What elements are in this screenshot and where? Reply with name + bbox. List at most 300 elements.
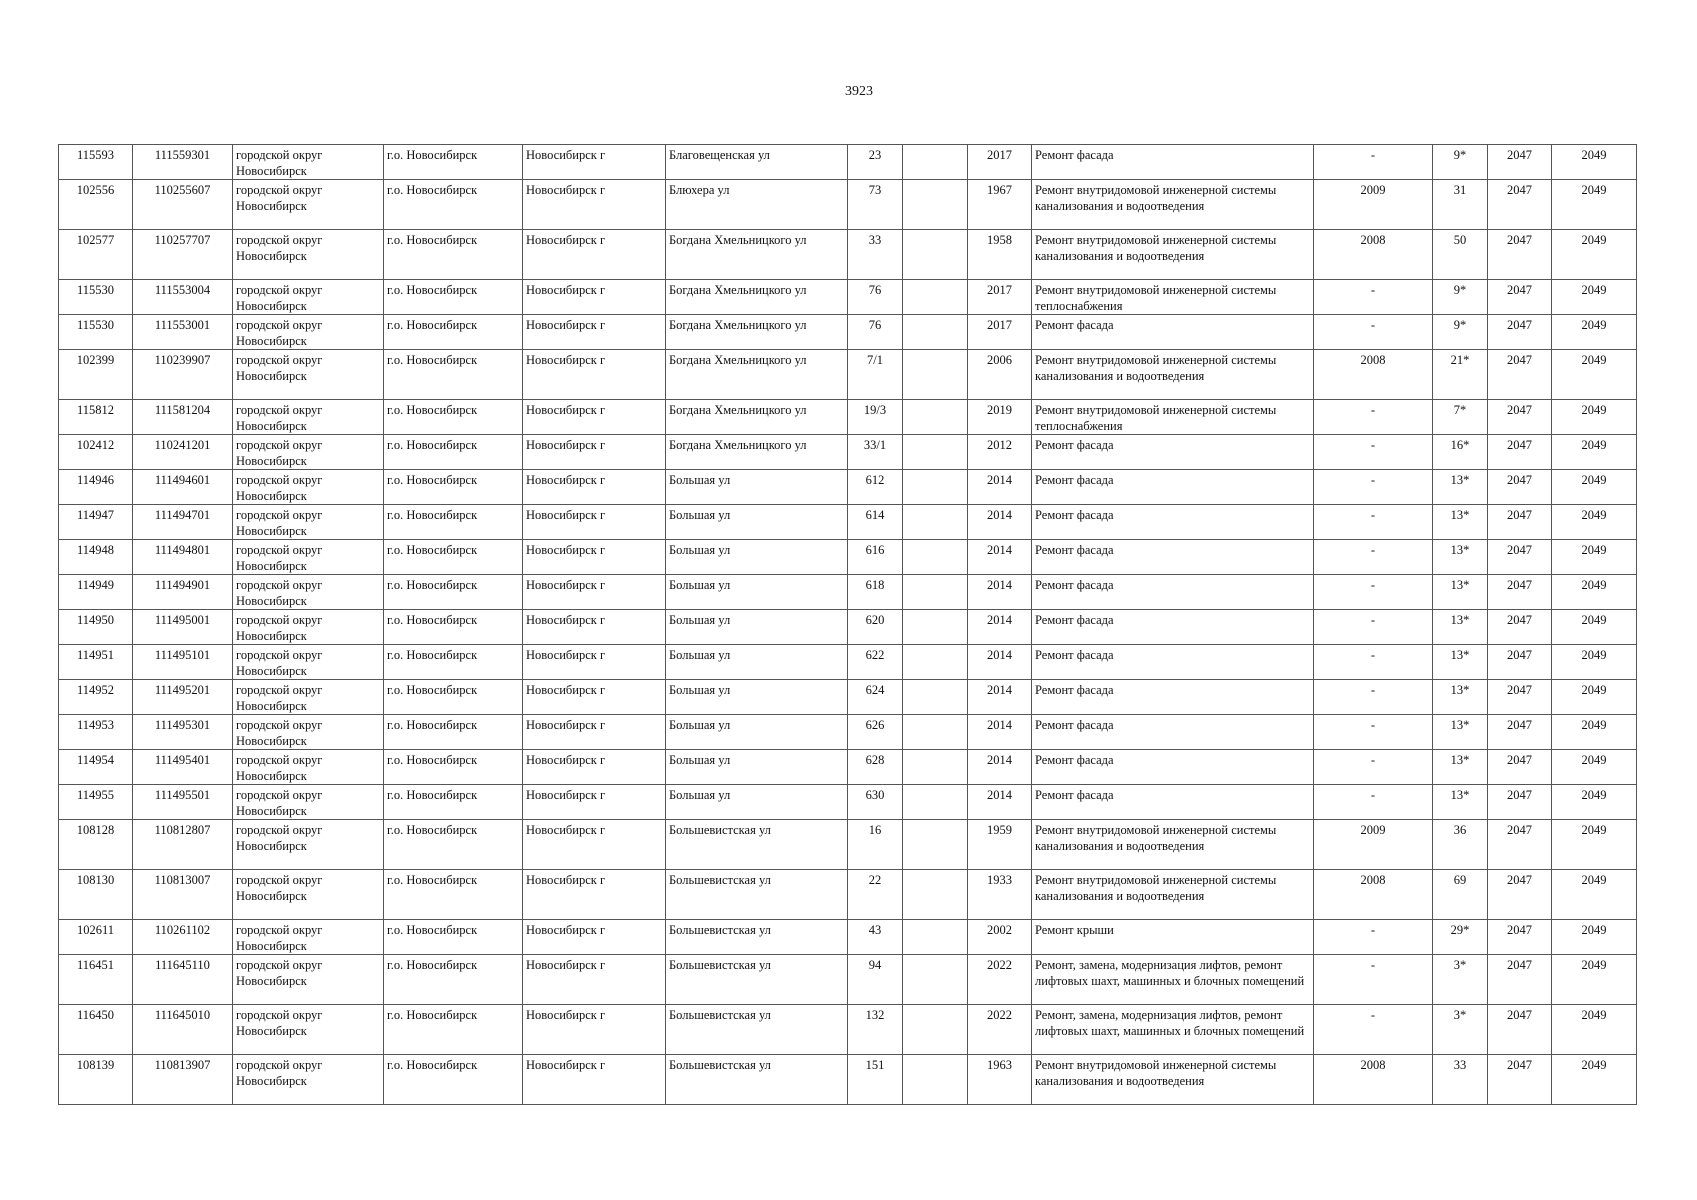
period-end-cell: 2049 [1552, 750, 1637, 785]
work-type-cell: Ремонт, замена, модернизация лифтов, ремонт лифтовых шахт, машинных и блочных помещений [1032, 955, 1314, 1005]
period-end-cell: 2049 [1552, 435, 1637, 470]
municipal-subdivision-cell: г.о. Новосибирск [384, 955, 523, 1005]
table-row [59, 180, 1637, 230]
municipal-area-cell: городской округ Новосибирск [233, 350, 384, 400]
municipal-area-cell: городской округ Новосибирск [233, 230, 384, 280]
blank-cell-cell [903, 715, 968, 750]
house-number-cell: 628 [848, 750, 903, 785]
last-repair-year-cell: - [1314, 505, 1433, 540]
municipal-area-cell: городской округ Новосибирск [233, 610, 384, 645]
settlement-cell: Новосибирск г [523, 955, 666, 1005]
blank-cell-cell [903, 230, 968, 280]
table-row [59, 1055, 1637, 1105]
service-term-cell: 13* [1433, 680, 1488, 715]
commissioning-year-cell: 2014 [968, 680, 1032, 715]
last-repair-year-cell: - [1314, 575, 1433, 610]
registry-body [59, 145, 1637, 1105]
house-id-cell: 102556 [59, 180, 133, 230]
blank-cell-cell [903, 870, 968, 920]
commissioning-year-cell: 2014 [968, 785, 1032, 820]
period-start-cell: 2047 [1488, 1055, 1552, 1105]
program-code-cell: 110239907 [133, 350, 233, 400]
settlement-cell: Новосибирск г [523, 350, 666, 400]
table-row [59, 715, 1637, 750]
municipal-subdivision-cell: г.о. Новосибирск [384, 315, 523, 350]
commissioning-year-cell: 1959 [968, 820, 1032, 870]
work-type-cell: Ремонт внутридомовой инженерной системы канализования и водоотведения [1032, 820, 1314, 870]
settlement-cell: Новосибирск г [523, 315, 666, 350]
street-cell: Большая ул [666, 715, 848, 750]
street-cell: Богдана Хмельницкого ул [666, 435, 848, 470]
house-number-cell: 33 [848, 230, 903, 280]
house-number-cell: 22 [848, 870, 903, 920]
last-repair-year-cell: - [1314, 715, 1433, 750]
street-cell: Большевистская ул [666, 1005, 848, 1055]
commissioning-year-cell: 2014 [968, 540, 1032, 575]
last-repair-year-cell: - [1314, 400, 1433, 435]
municipal-area-cell: городской округ Новосибирск [233, 575, 384, 610]
period-end-cell: 2049 [1552, 870, 1637, 920]
service-term-cell: 31 [1433, 180, 1488, 230]
municipal-area-cell: городской округ Новосибирск [233, 315, 384, 350]
period-start-cell: 2047 [1488, 715, 1552, 750]
settlement-cell: Новосибирск г [523, 145, 666, 180]
house-id-cell: 114949 [59, 575, 133, 610]
service-term-cell: 13* [1433, 540, 1488, 575]
last-repair-year-cell: 2009 [1314, 180, 1433, 230]
blank-cell-cell [903, 315, 968, 350]
period-end-cell: 2049 [1552, 315, 1637, 350]
house-number-cell: 19/3 [848, 400, 903, 435]
work-type-cell: Ремонт фасада [1032, 750, 1314, 785]
last-repair-year-cell: 2009 [1314, 820, 1433, 870]
blank-cell-cell [903, 610, 968, 645]
settlement-cell: Новосибирск г [523, 470, 666, 505]
house-number-cell: 614 [848, 505, 903, 540]
municipal-area-cell: городской округ Новосибирск [233, 400, 384, 435]
house-number-cell: 624 [848, 680, 903, 715]
work-type-cell: Ремонт фасада [1032, 145, 1314, 180]
service-term-cell: 13* [1433, 575, 1488, 610]
service-term-cell: 69 [1433, 870, 1488, 920]
municipal-subdivision-cell: г.о. Новосибирск [384, 820, 523, 870]
last-repair-year-cell: - [1314, 785, 1433, 820]
house-number-cell: 7/1 [848, 350, 903, 400]
work-type-cell: Ремонт, замена, модернизация лифтов, ремонт лифтовых шахт, машинных и блочных помещений [1032, 1005, 1314, 1055]
blank-cell-cell [903, 920, 968, 955]
house-number-cell: 132 [848, 1005, 903, 1055]
commissioning-year-cell: 1967 [968, 180, 1032, 230]
program-code-cell: 111559301 [133, 145, 233, 180]
settlement-cell: Новосибирск г [523, 1055, 666, 1105]
commissioning-year-cell: 2014 [968, 750, 1032, 785]
house-id-cell: 115530 [59, 280, 133, 315]
commissioning-year-cell: 2012 [968, 435, 1032, 470]
program-code-cell: 111553001 [133, 315, 233, 350]
commissioning-year-cell: 2014 [968, 715, 1032, 750]
period-start-cell: 2047 [1488, 680, 1552, 715]
municipal-subdivision-cell: г.о. Новосибирск [384, 230, 523, 280]
blank-cell-cell [903, 785, 968, 820]
last-repair-year-cell: - [1314, 1005, 1433, 1055]
period-start-cell: 2047 [1488, 315, 1552, 350]
house-id-cell: 114955 [59, 785, 133, 820]
work-type-cell: Ремонт фасада [1032, 540, 1314, 575]
table-row [59, 505, 1637, 540]
municipal-subdivision-cell: г.о. Новосибирск [384, 350, 523, 400]
period-end-cell: 2049 [1552, 955, 1637, 1005]
house-number-cell: 76 [848, 280, 903, 315]
house-number-cell: 618 [848, 575, 903, 610]
work-type-cell: Ремонт фасада [1032, 470, 1314, 505]
service-term-cell: 13* [1433, 610, 1488, 645]
period-end-cell: 2049 [1552, 540, 1637, 575]
table-row [59, 435, 1637, 470]
house-id-cell: 114948 [59, 540, 133, 575]
municipal-subdivision-cell: г.о. Новосибирск [384, 180, 523, 230]
last-repair-year-cell: - [1314, 315, 1433, 350]
house-number-cell: 43 [848, 920, 903, 955]
house-id-cell: 114951 [59, 645, 133, 680]
period-start-cell: 2047 [1488, 785, 1552, 820]
program-code-cell: 111495501 [133, 785, 233, 820]
period-start-cell: 2047 [1488, 350, 1552, 400]
table-row [59, 680, 1637, 715]
house-number-cell: 622 [848, 645, 903, 680]
last-repair-year-cell: - [1314, 645, 1433, 680]
work-type-cell: Ремонт фасада [1032, 575, 1314, 610]
blank-cell-cell [903, 1005, 968, 1055]
street-cell: Большевистская ул [666, 1055, 848, 1105]
program-code-cell: 111495001 [133, 610, 233, 645]
last-repair-year-cell: 2008 [1314, 350, 1433, 400]
work-type-cell: Ремонт фасада [1032, 715, 1314, 750]
commissioning-year-cell: 2002 [968, 920, 1032, 955]
commissioning-year-cell: 2017 [968, 315, 1032, 350]
period-end-cell: 2049 [1552, 680, 1637, 715]
house-number-cell: 16 [848, 820, 903, 870]
last-repair-year-cell: - [1314, 680, 1433, 715]
period-start-cell: 2047 [1488, 180, 1552, 230]
street-cell: Богдана Хмельницкого ул [666, 230, 848, 280]
program-code-cell: 110241201 [133, 435, 233, 470]
municipal-subdivision-cell: г.о. Новосибирск [384, 1005, 523, 1055]
municipal-area-cell: городской округ Новосибирск [233, 505, 384, 540]
house-id-cell: 116450 [59, 1005, 133, 1055]
municipal-area-cell: городской округ Новосибирск [233, 955, 384, 1005]
program-code-cell: 111494601 [133, 470, 233, 505]
street-cell: Большая ул [666, 470, 848, 505]
house-id-cell: 114954 [59, 750, 133, 785]
street-cell: Большевистская ул [666, 955, 848, 1005]
house-number-cell: 616 [848, 540, 903, 575]
program-code-cell: 110257707 [133, 230, 233, 280]
commissioning-year-cell: 2019 [968, 400, 1032, 435]
municipal-area-cell: городской округ Новосибирск [233, 435, 384, 470]
settlement-cell: Новосибирск г [523, 280, 666, 315]
service-term-cell: 13* [1433, 645, 1488, 680]
blank-cell-cell [903, 540, 968, 575]
municipal-area-cell: городской округ Новосибирск [233, 280, 384, 315]
street-cell: Большевистская ул [666, 870, 848, 920]
municipal-subdivision-cell: г.о. Новосибирск [384, 540, 523, 575]
commissioning-year-cell: 2022 [968, 1005, 1032, 1055]
service-term-cell: 33 [1433, 1055, 1488, 1105]
settlement-cell: Новосибирск г [523, 715, 666, 750]
municipal-area-cell: городской округ Новосибирск [233, 785, 384, 820]
work-type-cell: Ремонт крыши [1032, 920, 1314, 955]
settlement-cell: Новосибирск г [523, 230, 666, 280]
settlement-cell: Новосибирск г [523, 1005, 666, 1055]
house-number-cell: 23 [848, 145, 903, 180]
blank-cell-cell [903, 400, 968, 435]
municipal-area-cell: городской округ Новосибирск [233, 180, 384, 230]
blank-cell-cell [903, 955, 968, 1005]
table-row [59, 230, 1637, 280]
last-repair-year-cell: - [1314, 470, 1433, 505]
blank-cell-cell [903, 145, 968, 180]
blank-cell-cell [903, 750, 968, 785]
service-term-cell: 9* [1433, 145, 1488, 180]
commissioning-year-cell: 2017 [968, 280, 1032, 315]
table-row [59, 280, 1637, 315]
house-id-cell: 102412 [59, 435, 133, 470]
house-number-cell: 33/1 [848, 435, 903, 470]
service-term-cell: 3* [1433, 1005, 1488, 1055]
house-id-cell: 115812 [59, 400, 133, 435]
municipal-area-cell: городской округ Новосибирск [233, 870, 384, 920]
service-term-cell: 50 [1433, 230, 1488, 280]
period-end-cell: 2049 [1552, 1055, 1637, 1105]
program-code-cell: 111494701 [133, 505, 233, 540]
period-start-cell: 2047 [1488, 870, 1552, 920]
period-end-cell: 2049 [1552, 820, 1637, 870]
work-type-cell: Ремонт фасада [1032, 645, 1314, 680]
settlement-cell: Новосибирск г [523, 645, 666, 680]
commissioning-year-cell: 2017 [968, 145, 1032, 180]
street-cell: Большая ул [666, 680, 848, 715]
work-type-cell: Ремонт фасада [1032, 315, 1314, 350]
commissioning-year-cell: 2014 [968, 575, 1032, 610]
house-id-cell: 115530 [59, 315, 133, 350]
settlement-cell: Новосибирск г [523, 610, 666, 645]
commissioning-year-cell: 1963 [968, 1055, 1032, 1105]
period-start-cell: 2047 [1488, 540, 1552, 575]
table-row [59, 870, 1637, 920]
street-cell: Богдана Хмельницкого ул [666, 280, 848, 315]
program-code-cell: 111645010 [133, 1005, 233, 1055]
street-cell: Большая ул [666, 575, 848, 610]
work-type-cell: Ремонт внутридомовой инженерной системы теплоснабжения [1032, 280, 1314, 315]
period-start-cell: 2047 [1488, 750, 1552, 785]
table-row [59, 920, 1637, 955]
settlement-cell: Новосибирск г [523, 785, 666, 820]
service-term-cell: 21* [1433, 350, 1488, 400]
municipal-subdivision-cell: г.о. Новосибирск [384, 280, 523, 315]
municipal-subdivision-cell: г.о. Новосибирск [384, 870, 523, 920]
house-number-cell: 612 [848, 470, 903, 505]
house-id-cell: 102577 [59, 230, 133, 280]
period-end-cell: 2049 [1552, 470, 1637, 505]
work-type-cell: Ремонт внутридомовой инженерной системы теплоснабжения [1032, 400, 1314, 435]
table-row [59, 785, 1637, 820]
period-start-cell: 2047 [1488, 575, 1552, 610]
blank-cell-cell [903, 645, 968, 680]
commissioning-year-cell: 2014 [968, 505, 1032, 540]
street-cell: Большая ул [666, 645, 848, 680]
period-start-cell: 2047 [1488, 470, 1552, 505]
house-id-cell: 102399 [59, 350, 133, 400]
table-row [59, 1005, 1637, 1055]
blank-cell-cell [903, 505, 968, 540]
municipal-area-cell: городской округ Новосибирск [233, 820, 384, 870]
period-end-cell: 2049 [1552, 785, 1637, 820]
table-row [59, 315, 1637, 350]
house-number-cell: 620 [848, 610, 903, 645]
period-start-cell: 2047 [1488, 145, 1552, 180]
work-type-cell: Ремонт внутридомовой инженерной системы канализования и водоотведения [1032, 180, 1314, 230]
street-cell: Большая ул [666, 610, 848, 645]
last-repair-year-cell: - [1314, 955, 1433, 1005]
service-term-cell: 13* [1433, 785, 1488, 820]
last-repair-year-cell: - [1314, 280, 1433, 315]
municipal-subdivision-cell: г.о. Новосибирск [384, 920, 523, 955]
period-start-cell: 2047 [1488, 820, 1552, 870]
last-repair-year-cell: - [1314, 145, 1433, 180]
house-id-cell: 114950 [59, 610, 133, 645]
last-repair-year-cell: - [1314, 540, 1433, 575]
settlement-cell: Новосибирск г [523, 540, 666, 575]
service-term-cell: 9* [1433, 315, 1488, 350]
service-term-cell: 9* [1433, 280, 1488, 315]
house-number-cell: 151 [848, 1055, 903, 1105]
program-code-cell: 110812807 [133, 820, 233, 870]
settlement-cell: Новосибирск г [523, 400, 666, 435]
program-code-cell: 111553004 [133, 280, 233, 315]
commissioning-year-cell: 1958 [968, 230, 1032, 280]
program-code-cell: 111645110 [133, 955, 233, 1005]
municipal-area-cell: городской округ Новосибирск [233, 680, 384, 715]
table-row [59, 955, 1637, 1005]
table-row [59, 610, 1637, 645]
table-row [59, 540, 1637, 575]
program-code-cell: 111581204 [133, 400, 233, 435]
period-end-cell: 2049 [1552, 715, 1637, 750]
house-id-cell: 114947 [59, 505, 133, 540]
program-code-cell: 111494801 [133, 540, 233, 575]
commissioning-year-cell: 2014 [968, 645, 1032, 680]
work-type-cell: Ремонт внутридомовой инженерной системы канализования и водоотведения [1032, 230, 1314, 280]
work-type-cell: Ремонт внутридомовой инженерной системы канализования и водоотведения [1032, 870, 1314, 920]
program-code-cell: 111495201 [133, 680, 233, 715]
service-term-cell: 13* [1433, 715, 1488, 750]
municipal-subdivision-cell: г.о. Новосибирск [384, 145, 523, 180]
work-type-cell: Ремонт фасада [1032, 680, 1314, 715]
settlement-cell: Новосибирск г [523, 575, 666, 610]
program-code-cell: 111495101 [133, 645, 233, 680]
house-number-cell: 73 [848, 180, 903, 230]
blank-cell-cell [903, 435, 968, 470]
work-type-cell: Ремонт фасада [1032, 435, 1314, 470]
settlement-cell: Новосибирск г [523, 920, 666, 955]
period-end-cell: 2049 [1552, 400, 1637, 435]
table-row [59, 575, 1637, 610]
street-cell: Большевистская ул [666, 920, 848, 955]
period-end-cell: 2049 [1552, 180, 1637, 230]
municipal-subdivision-cell: г.о. Новосибирск [384, 400, 523, 435]
blank-cell-cell [903, 575, 968, 610]
house-id-cell: 114952 [59, 680, 133, 715]
municipal-subdivision-cell: г.о. Новосибирск [384, 680, 523, 715]
house-id-cell: 102611 [59, 920, 133, 955]
municipal-area-cell: городской округ Новосибирск [233, 1055, 384, 1105]
period-end-cell: 2049 [1552, 645, 1637, 680]
last-repair-year-cell: - [1314, 750, 1433, 785]
settlement-cell: Новосибирск г [523, 820, 666, 870]
house-id-cell: 108128 [59, 820, 133, 870]
street-cell: Большевистская ул [666, 820, 848, 870]
last-repair-year-cell: - [1314, 920, 1433, 955]
street-cell: Благовещенская ул [666, 145, 848, 180]
settlement-cell: Новосибирск г [523, 180, 666, 230]
service-term-cell: 13* [1433, 505, 1488, 540]
municipal-subdivision-cell: г.о. Новосибирск [384, 575, 523, 610]
municipal-area-cell: городской округ Новосибирск [233, 1005, 384, 1055]
period-end-cell: 2049 [1552, 350, 1637, 400]
municipal-area-cell: городской округ Новосибирск [233, 715, 384, 750]
blank-cell-cell [903, 280, 968, 315]
service-term-cell: 36 [1433, 820, 1488, 870]
table-row [59, 470, 1637, 505]
work-type-cell: Ремонт фасада [1032, 610, 1314, 645]
repair-registry-table [58, 144, 1637, 1105]
period-start-cell: 2047 [1488, 230, 1552, 280]
program-code-cell: 110255607 [133, 180, 233, 230]
commissioning-year-cell: 2014 [968, 610, 1032, 645]
settlement-cell: Новосибирск г [523, 505, 666, 540]
commissioning-year-cell: 2006 [968, 350, 1032, 400]
blank-cell-cell [903, 180, 968, 230]
last-repair-year-cell: 2008 [1314, 230, 1433, 280]
house-id-cell: 108130 [59, 870, 133, 920]
table-row [59, 145, 1637, 180]
house-number-cell: 630 [848, 785, 903, 820]
house-id-cell: 116451 [59, 955, 133, 1005]
settlement-cell: Новосибирск г [523, 435, 666, 470]
program-code-cell: 110813907 [133, 1055, 233, 1105]
municipal-area-cell: городской округ Новосибирск [233, 920, 384, 955]
period-end-cell: 2049 [1552, 1005, 1637, 1055]
period-start-cell: 2047 [1488, 505, 1552, 540]
program-code-cell: 110813007 [133, 870, 233, 920]
blank-cell-cell [903, 680, 968, 715]
blank-cell-cell [903, 350, 968, 400]
house-id-cell: 108139 [59, 1055, 133, 1105]
house-number-cell: 626 [848, 715, 903, 750]
program-code-cell: 111495301 [133, 715, 233, 750]
street-cell: Богдана Хмельницкого ул [666, 350, 848, 400]
commissioning-year-cell: 2022 [968, 955, 1032, 1005]
period-start-cell: 2047 [1488, 920, 1552, 955]
work-type-cell: Ремонт фасада [1032, 505, 1314, 540]
service-term-cell: 13* [1433, 750, 1488, 785]
period-start-cell: 2047 [1488, 955, 1552, 1005]
settlement-cell: Новосибирск г [523, 750, 666, 785]
municipal-subdivision-cell: г.о. Новосибирск [384, 435, 523, 470]
period-start-cell: 2047 [1488, 435, 1552, 470]
street-cell: Блюхера ул [666, 180, 848, 230]
last-repair-year-cell: - [1314, 435, 1433, 470]
